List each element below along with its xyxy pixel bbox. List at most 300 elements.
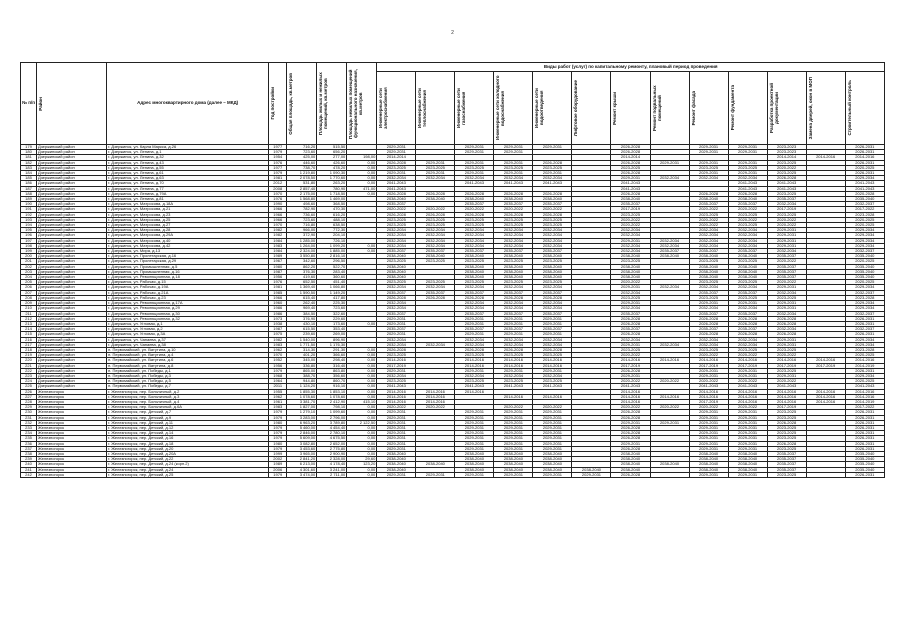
work-period-cell: 2035-2037 (533, 311, 572, 316)
work-period-cell: 2026-2028 (455, 347, 494, 352)
work-period-cell: 2026-2028 (767, 321, 806, 326)
year-cell: 1977 (269, 165, 287, 170)
work-period-cell: 2035-2037 (494, 202, 533, 207)
year-cell: 1956 (269, 275, 287, 280)
living-area-cell: 173,60 (317, 321, 347, 326)
area-cell: 3 381,70 (287, 399, 317, 404)
other-area-cell: 0,00 (347, 379, 377, 384)
work-period-cell: 2029-2034 (845, 337, 884, 342)
work-period-cell: 2038-2040 (728, 264, 767, 269)
other-area-cell: 0,00 (347, 321, 377, 326)
work-period-cell: 2020-2028 (845, 191, 884, 196)
row-number: 229 (21, 405, 37, 410)
work-period-cell: 2020-2022 (377, 207, 416, 212)
address-cell: г. Дзержинск, ул. Матросова, д.25 (107, 217, 269, 222)
work-period-cell: 2029-2031 (689, 472, 728, 477)
work-period-cell: 2038-2040 (533, 462, 572, 467)
work-period-cell: 2026-2028 (611, 145, 650, 150)
work-period-cell: 2020-2022 (767, 379, 806, 384)
work-period-cell: 2029-2031 (455, 420, 494, 425)
address-cell: г. Дзержинск, ул. Матросова, д.18А (107, 202, 269, 207)
address-cell: г. Дзержинск, ул. Рабочая, д.23 (107, 295, 269, 300)
work-period-cell: 2029-2031 (767, 233, 806, 238)
district-cell: Дзержинский район (37, 171, 107, 176)
work-period-cell: 2026-2028 (611, 171, 650, 176)
work-period-cell: 2029-2031 (533, 368, 572, 373)
row-number: 206 (21, 285, 37, 290)
work-period-cell: 2032-2034 (416, 342, 455, 347)
work-period-cell: 2035-2037 (689, 290, 728, 295)
year-cell: 1980 (269, 420, 287, 425)
work-period-cell: 2038-2040 (650, 254, 689, 259)
header-work-7: Ремонт подвальных помещений (650, 72, 689, 145)
work-period-cell: 2029-2031 (767, 342, 806, 347)
work-period-cell: 2023-2025 (767, 160, 806, 165)
work-period-cell: 2038-2040 (689, 264, 728, 269)
address-cell: г. Железногорск, пер. Детский, д.9 (107, 415, 269, 420)
work-period-cell: 2023-2025 (767, 446, 806, 451)
work-period-cell: 2029-2031 (728, 145, 767, 150)
work-period-cell: 2038-2040 (494, 451, 533, 456)
row-number: 201 (21, 259, 37, 264)
row-number: 190 (21, 202, 37, 207)
work-period-cell: 2038-2040 (533, 457, 572, 462)
work-period-cell: 2023-2025 (455, 217, 494, 222)
work-period-cell: 2029-2031 (728, 368, 767, 373)
row-number: 226 (21, 389, 37, 394)
work-period-cell: 2014-2016 (611, 358, 650, 363)
work-period-cell: 2017-2019 (806, 363, 845, 368)
table-row (21, 472, 885, 477)
row-number: 203 (21, 269, 37, 274)
year-cell: 2011 (269, 384, 287, 389)
work-period-cell: 2026-2028 (533, 212, 572, 217)
other-area-cell: 0,00 (347, 353, 377, 358)
work-period-cell: 2041-2043 (533, 384, 572, 389)
row-number: 227 (21, 394, 37, 399)
living-area-cell: 269,00 (317, 332, 347, 337)
work-period-cell: 2017-2022 (845, 207, 884, 212)
work-period-cell: 2038-2040 (728, 269, 767, 274)
work-period-cell: 2035-2037 (494, 311, 533, 316)
work-period-cell: 2029-2031 (455, 171, 494, 176)
work-period-cell: 2014-2014 (611, 155, 650, 160)
work-period-cell: 2029-2031 (767, 285, 806, 290)
work-period-cell: 2032-2037 (845, 311, 884, 316)
work-period-cell: 2032-2034 (533, 342, 572, 347)
year-cell: 1966 (269, 212, 287, 217)
work-period-cell: 2035-2037 (689, 202, 728, 207)
area-cell: 615,40 (287, 295, 317, 300)
year-cell: 1973 (269, 316, 287, 321)
work-period-cell: 2038-2040 (689, 269, 728, 274)
work-period-cell: 2014-2014 (767, 155, 806, 160)
living-area-cell: 860,70 (317, 379, 347, 384)
work-period-cell: 2023-2025 (533, 165, 572, 170)
work-period-cell: 2038-2040 (377, 197, 416, 202)
work-period-cell: 2014-2016 (533, 363, 572, 368)
work-period-cell: 2032-2034 (728, 306, 767, 311)
living-area-cell: 426,60 (317, 160, 347, 165)
work-period-cell: 2020-2025 (845, 165, 884, 170)
district-cell: Дзержинский район (37, 332, 107, 337)
work-period-cell: 2032-2034 (533, 306, 572, 311)
work-period-cell: 2026-2031 (845, 472, 884, 477)
work-period-cell: 2014-2016 (611, 394, 650, 399)
work-period-cell: 2032-2037 (845, 249, 884, 254)
row-number: 234 (21, 431, 37, 436)
header-works-group: Виды работ (услуг) по капитальному ремонту, плановый период проведения (377, 63, 885, 72)
other-area-cell: 0,00 (347, 425, 377, 430)
other-area-cell: 2 122,50 (347, 420, 377, 425)
district-cell: Железногорск (37, 451, 107, 456)
work-period-cell: 2032-2034 (533, 228, 572, 233)
other-area-cell: 0,00 (347, 431, 377, 436)
work-period-cell: 2029-2031 (728, 472, 767, 477)
work-period-cell: 2026-2028 (611, 321, 650, 326)
living-area-cell: 417,80 (317, 295, 347, 300)
address-cell: г. Дзержинск, ул. Промышленная, д.16 (107, 269, 269, 274)
area-cell: 3 453,60 (287, 446, 317, 451)
work-period-cell: 2014-2016 (455, 389, 494, 394)
address-cell: г. Дзержинск, ул. Революционная, д.29 (107, 306, 269, 311)
work-period-cell: 2038-2040 (377, 457, 416, 462)
work-period-cell: 2038-2040 (689, 457, 728, 462)
work-period-cell: 2029-2031 (728, 160, 767, 165)
work-period-cell: 2041-2043 (845, 181, 884, 186)
work-period-cell: 2029-2031 (416, 160, 455, 165)
work-period-cell: 2014-2016 (728, 394, 767, 399)
work-period-cell: 2041-2043 (377, 186, 416, 191)
work-period-cell: 2032-2037 (845, 327, 884, 332)
work-period-cell: 2029-2031 (767, 243, 806, 248)
work-period-cell: 2038-2040 (689, 197, 728, 202)
work-period-cell: 2026-2028 (689, 321, 728, 326)
work-period-cell: 2020-2022 (533, 207, 572, 212)
work-period-cell: 2029-2031 (611, 238, 650, 243)
work-period-cell: 2035-2037 (767, 264, 806, 269)
row-number: 240 (21, 462, 37, 467)
work-period-cell: 2026-2028 (689, 316, 728, 321)
work-period-cell: 2020-2022 (728, 217, 767, 222)
district-cell: Дзержинский район (37, 238, 107, 243)
area-cell: 342,60 (287, 259, 317, 264)
work-period-cell: 2035-2037 (767, 467, 806, 472)
district-cell: Дзержинский район (37, 301, 107, 306)
work-period-cell: 2014-2016 (455, 358, 494, 363)
living-area-cell: 4 675,50 (317, 436, 347, 441)
work-period-cell: 2029-2031 (650, 420, 689, 425)
year-cell: 1968 (269, 373, 287, 378)
work-period-cell: 2029-2031 (533, 410, 572, 415)
work-period-cell: 2038-2040 (455, 451, 494, 456)
work-period-cell: 2032-2034 (689, 233, 728, 238)
work-period-cell: 2038-2040 (728, 254, 767, 259)
work-period-cell: 2035-2037 (689, 327, 728, 332)
work-period-cell: 2026-2028 (767, 420, 806, 425)
district-cell: Дзержинский район (37, 295, 107, 300)
other-area-cell: 0,00 (347, 415, 377, 420)
work-period-cell: 2038-2040 (689, 275, 728, 280)
district-cell: Дзержинский район (37, 176, 107, 181)
area-cell: 5 460,00 (287, 425, 317, 430)
work-period-cell: 2014-2016 (689, 394, 728, 399)
work-period-cell: 2029-2031 (689, 415, 728, 420)
living-area-cell: 522,70 (317, 264, 347, 269)
work-period-cell: 2029-2031 (377, 472, 416, 477)
work-period-cell: 2035-2037 (767, 275, 806, 280)
work-period-cell: 2026-2031 (845, 436, 884, 441)
row-number: 191 (21, 207, 37, 212)
work-period-cell: 2032-2034 (689, 342, 728, 347)
address-cell: г. Дзержинск, ул. Пролетарская, д.29 (107, 259, 269, 264)
work-period-cell: 2023-2025 (611, 347, 650, 352)
work-period-cell: 2029-2031 (728, 171, 767, 176)
address-cell: г. Железногорск, пер. Детский, д.20А (107, 451, 269, 456)
row-number: 221 (21, 363, 37, 368)
work-period-cell: 2035-2037 (767, 197, 806, 202)
address-cell: г. Дзержинск, ул. Пролетарская, д.16 (107, 254, 269, 259)
year-cell: 1986 (269, 311, 287, 316)
work-period-cell: 2041-2043 (533, 181, 572, 186)
area-cell: 1 855,30 (287, 389, 317, 394)
work-period-cell: 2026-2031 (845, 332, 884, 337)
living-area-cell: 772,30 (317, 228, 347, 233)
work-period-cell: 2026-2028 (533, 295, 572, 300)
work-period-cell: 2014-2016 (533, 358, 572, 363)
work-period-cell: 2020-2022 (689, 405, 728, 410)
area-cell: 3 474,00 (287, 472, 317, 477)
work-period-cell: 2026-2031 (845, 415, 884, 420)
area-cell: 384,50 (287, 311, 317, 316)
work-period-cell: 2023-2025 (533, 223, 572, 228)
district-cell: Железногорск (37, 472, 107, 477)
work-period-cell: 2029-2031 (377, 150, 416, 155)
work-period-cell: 2038-2040 (611, 457, 650, 462)
work-period-cell: 2020-2022 (767, 217, 806, 222)
work-period-cell: 2032-2034 (767, 290, 806, 295)
work-period-cell: 2038-2040 (728, 275, 767, 280)
row-number: 185 (21, 176, 37, 181)
work-period-cell: 2014-2016 (728, 389, 767, 394)
address-cell: г. Железногорск, пер. Больничный, д.3 (107, 394, 269, 399)
living-area-cell: 277,00 (317, 155, 347, 160)
living-area-cell: 298,40 (317, 358, 347, 363)
work-period-cell: 2032-2034 (455, 373, 494, 378)
work-period-cell: 2014-2016 (806, 155, 845, 160)
work-period-cell: 2035-2037 (728, 290, 767, 295)
area-cell: 723,60 (287, 217, 317, 222)
year-cell: 1966 (269, 207, 287, 212)
work-period-cell: 2029-2031 (728, 373, 767, 378)
work-period-cell: 2038-2040 (455, 462, 494, 467)
work-period-cell: 2014-2014 (377, 155, 416, 160)
work-period-cell: 2035-2037 (767, 269, 806, 274)
living-area-cell: 478,20 (317, 165, 347, 170)
row-number: 216 (21, 337, 37, 342)
work-period-cell: 2029-2031 (494, 472, 533, 477)
work-period-cell: 2032-2034 (611, 337, 650, 342)
work-period-cell: 2032-2034 (377, 337, 416, 342)
area-cell: 716,20 (287, 145, 317, 150)
work-period-cell: 2029-2031 (533, 321, 572, 326)
area-cell: 1 827,00 (287, 405, 317, 410)
address-cell: г. Дзержинск, ул. Матросова, д.27 (107, 223, 269, 228)
work-period-cell: 2032-2034 (377, 306, 416, 311)
area-cell: 615,50 (287, 327, 317, 332)
other-area-cell: 123,20 (347, 462, 377, 467)
work-period-cell: 2023-2025 (689, 295, 728, 300)
work-period-cell: 2029-2031 (416, 171, 455, 176)
work-period-cell: 2029-2031 (455, 145, 494, 150)
work-period-cell: 2020-2022 (767, 353, 806, 358)
work-period-cell: 2032-2034 (494, 301, 533, 306)
work-period-cell: 2035-2037 (689, 249, 728, 254)
work-period-cell: 2041-2043 (611, 186, 650, 191)
address-cell: г. Дзержинск, ул. Ленина, д.81 (107, 197, 269, 202)
year-cell: 2012 (269, 181, 287, 186)
work-period-cell: 2038-2040 (455, 467, 494, 472)
work-period-cell: 2026-2031 (845, 171, 884, 176)
work-period-cell: 2038-2040 (533, 264, 572, 269)
work-period-cell: 2041-2043 (767, 181, 806, 186)
work-period-cell: 2038-2040 (494, 462, 533, 467)
work-period-cell: 2041-2043 (728, 384, 767, 389)
work-period-cell: 2032-2034 (650, 238, 689, 243)
work-period-cell: 2014-2016 (494, 358, 533, 363)
year-cell: 1966 (269, 295, 287, 300)
work-period-cell: 2032-2034 (533, 301, 572, 306)
work-period-cell: 2032-2034 (689, 243, 728, 248)
living-area-cell: 2 796,00 (317, 415, 347, 420)
work-period-cell: 2023-2025 (455, 259, 494, 264)
work-period-cell: 2029-2031 (767, 228, 806, 233)
work-period-cell: 2014-2016 (533, 394, 572, 399)
address-cell: г. Железногорск, пер. Больничный, д.4 (107, 399, 269, 404)
work-period-cell: 2029-2031 (728, 436, 767, 441)
living-area-cell: 896,90 (317, 337, 347, 342)
year-cell: 1979 (269, 410, 287, 415)
work-period-cell: 2032-2034 (455, 301, 494, 306)
district-cell: Железногорск (37, 462, 107, 467)
district-cell: Дзержинский район (37, 249, 107, 254)
work-period-cell: 2014-2016 (689, 358, 728, 363)
work-period-cell: 2038-2040 (533, 254, 572, 259)
area-cell: 1 279,10 (287, 410, 317, 415)
year-cell: 1970 (269, 353, 287, 358)
work-period-cell: 2032-2034 (494, 176, 533, 181)
work-period-cell: 2029-2031 (533, 332, 572, 337)
row-number: 182 (21, 160, 37, 165)
living-area-cell: 1 149,20 (317, 290, 347, 295)
row-number: 231 (21, 415, 37, 420)
area-cell: 376,30 (287, 269, 317, 274)
work-period-cell: 2029-2031 (533, 446, 572, 451)
capital-repair-table (20, 62, 885, 478)
work-period-cell: 2014-2016 (377, 389, 416, 394)
header-area: Общая площадь, кв.метров (287, 63, 317, 145)
work-period-cell: 2035-2037 (728, 327, 767, 332)
year-cell: 1956 (269, 363, 287, 368)
work-period-cell: 2035-2037 (455, 311, 494, 316)
work-period-cell: 2029-2034 (845, 306, 884, 311)
work-period-cell: 2026-2031 (845, 316, 884, 321)
district-cell: Железногорск (37, 431, 107, 436)
other-area-cell: 0,00 (347, 176, 377, 181)
row-number: 232 (21, 420, 37, 425)
living-area-cell: 916,10 (317, 384, 347, 389)
work-period-cell: 2032-2034 (455, 285, 494, 290)
work-period-cell: 2014-2016 (767, 399, 806, 404)
work-period-cell: 2026-2028 (611, 150, 650, 155)
work-period-cell: 2038-2040 (455, 254, 494, 259)
work-period-cell: 2020-2025 (845, 353, 884, 358)
district-cell: Дзержинский район (37, 306, 107, 311)
work-period-cell: 2026-2028 (377, 347, 416, 352)
area-cell: 425,00 (287, 155, 317, 160)
header-work-6: Ремонт крыши (611, 72, 650, 145)
work-period-cell: 2026-2028 (494, 347, 533, 352)
address-cell: г. Дзержинск, ул. Ленина, д.70 (107, 181, 269, 186)
work-period-cell: 2029-2031 (494, 415, 533, 420)
work-period-cell: 2032-2034 (767, 327, 806, 332)
work-period-cell: 2020-2022 (689, 217, 728, 222)
area-cell: 969,40 (287, 306, 317, 311)
work-period-cell: 2023-2025 (377, 379, 416, 384)
work-period-cell: 2020-2022 (611, 353, 650, 358)
work-period-cell: 2032-2034 (611, 290, 650, 295)
year-cell: 1986 (269, 306, 287, 311)
area-cell: 3 965,00 (287, 451, 317, 456)
address-cell: г. Дзержинск, ул. Ленина, д.43 (107, 160, 269, 165)
work-period-cell: 2014-2016 (767, 389, 806, 394)
work-period-cell: 2023-2025 (767, 295, 806, 300)
address-cell: г. Железногорск, пер. Детский, д.24 (107, 467, 269, 472)
work-period-cell: 2032-2034 (533, 238, 572, 243)
work-period-cell: 2023-2025 (416, 165, 455, 170)
work-period-cell: 2035-2040 (845, 462, 884, 467)
living-area-cell: 263,20 (317, 181, 347, 186)
living-area-cell: 2 816,10 (317, 254, 347, 259)
work-period-cell: 2032-2034 (416, 228, 455, 233)
work-period-cell: 2026-2028 (377, 191, 416, 196)
work-period-cell: 2038-2040 (572, 467, 611, 472)
work-period-cell: 2029-2031 (533, 441, 572, 446)
work-period-cell: 2032-2034 (611, 249, 650, 254)
work-period-cell: 2026-2031 (845, 441, 884, 446)
district-cell: Дзержинский район (37, 150, 107, 155)
address-cell: г. Дзержинск, ул. Угловая, д.3А (107, 332, 269, 337)
work-period-cell: 2029-2031 (494, 332, 533, 337)
address-cell: г. Железногорск, пер. Детский, д.18 (107, 441, 269, 446)
work-period-cell: 2029-2034 (845, 176, 884, 181)
work-period-cell: 2029-2031 (689, 145, 728, 150)
work-period-cell: 2029-2031 (455, 415, 494, 420)
work-period-cell: 2041-2043 (494, 181, 533, 186)
work-period-cell: 2023-2025 (377, 217, 416, 222)
work-period-cell: 2032-2034 (767, 202, 806, 207)
work-period-cell: 2032-2034 (416, 285, 455, 290)
work-period-cell: 2026-2031 (845, 368, 884, 373)
work-period-cell: 2041-2043 (455, 181, 494, 186)
row-number: 188 (21, 191, 37, 196)
other-area-cell: 0,00 (347, 446, 377, 451)
work-period-cell: 2032-2034 (416, 176, 455, 181)
work-period-cell: 2014-2019 (845, 363, 884, 368)
district-cell: Дзержинский район (37, 358, 107, 363)
work-period-cell: 2023-2025 (377, 223, 416, 228)
area-cell: 4 301,60 (287, 467, 317, 472)
